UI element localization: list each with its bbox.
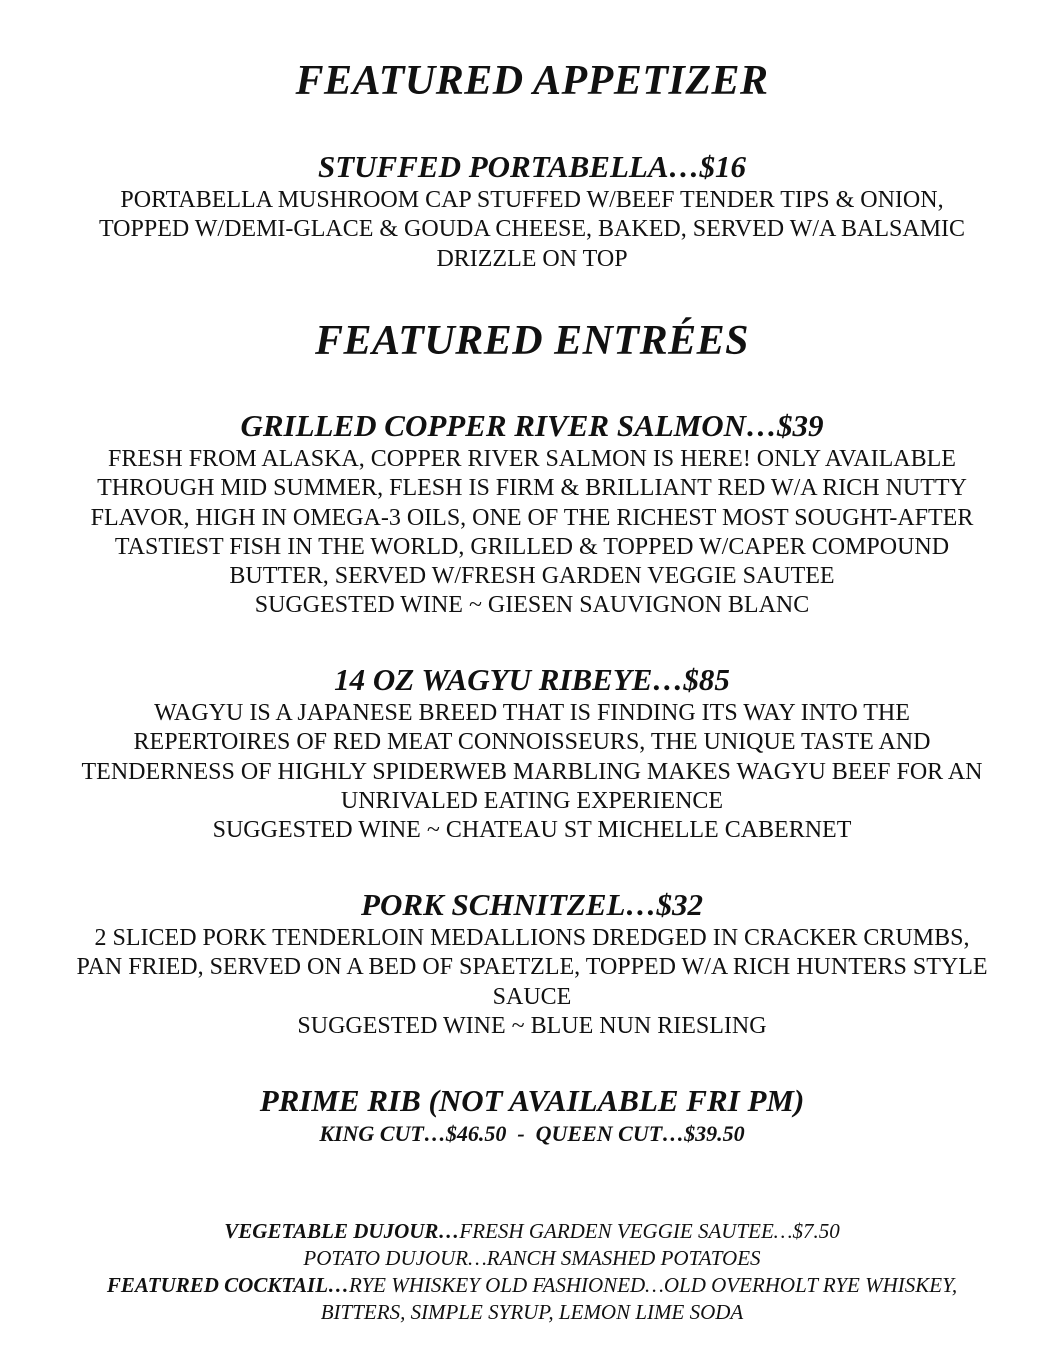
- footer-specials: [20, 1218, 1044, 1326]
- appetizer-title: STUFFED PORTABELLA…$16: [317, 149, 747, 184]
- wagyu-title: 14 OZ WAGYU RIBEYE…$85: [334, 662, 730, 697]
- appetizer-description: [20, 186, 1044, 274]
- vegetable-dujour-text: FRESH GARDEN VEGGIE SAUTEE…$7.50: [459, 1219, 840, 1243]
- schnitzel-line: SAUCE: [492, 983, 572, 1010]
- schnitzel-description: [20, 924, 1044, 1041]
- schnitzel-line: 2 SLICED PORK TENDERLOIN MEDALLIONS DREDGED IN CRACKER CRUMBS,: [94, 925, 970, 951]
- wagyu-line: TENDERNESS OF HIGHLY SPIDERWEB MARBLING MAKES WAGYU BEEF FOR AN: [81, 758, 983, 785]
- salmon-line: TASTIEST FISH IN THE WORLD, GRILLED & TOPPED W/CAPER COMPOUND: [114, 533, 950, 560]
- featured-appetizer-heading: FEATURED APPETIZER: [295, 58, 769, 104]
- salmon-line: FRESH FROM ALASKA, COPPER RIVER SALMON IS HERE! ONLY AVAILABLE: [108, 446, 956, 472]
- featured-cocktail-ingredients: BITTERS, SIMPLE SYRUP, LEMON LIME SODA: [320, 1300, 744, 1324]
- featured-cocktail-text: RYE WHISKEY OLD FASHIONED…OLD OVERHOLT RYE WHISKEY,: [349, 1273, 958, 1297]
- wagyu-wine: SUGGESTED WINE ~ CHATEAU ST MICHELLE CABERNET: [212, 817, 852, 844]
- prime-rib-title: PRIME RIB (NOT AVAILABLE FRI PM): [259, 1083, 805, 1118]
- featured-entrees-heading: FEATURED ENTRÉES: [315, 318, 749, 364]
- wagyu-description: [20, 699, 1044, 845]
- schnitzel-title: PORK SCHNITZEL…$32: [361, 887, 703, 922]
- wagyu-line: WAGYU IS A JAPANESE BREED THAT IS FINDING ITS WAY INTO THE: [154, 700, 910, 726]
- schnitzel-wine: SUGGESTED WINE ~ BLUE NUN RIESLING: [297, 1012, 767, 1039]
- featured-cocktail: [20, 1272, 1044, 1299]
- potato-dujour: POTATO DUJOUR…RANCH SMASHED POTATOES: [303, 1246, 761, 1270]
- salmon-description: [20, 445, 1044, 621]
- vegetable-dujour: [20, 1218, 1044, 1245]
- vegetable-dujour-label: VEGETABLE DUJOUR…: [224, 1219, 460, 1243]
- featured-cocktail-label: FEATURED COCKTAIL…: [106, 1273, 350, 1297]
- appetizer-line: PORTABELLA MUSHROOM CAP STUFFED W/BEEF TENDER TIPS & ONION,: [120, 187, 944, 213]
- salmon-line: THROUGH MID SUMMER, FLESH IS FIRM & BRILLIANT RED W/A RICH NUTTY: [97, 475, 967, 502]
- prime-rib-cuts: KING CUT…$46.50 - QUEEN CUT…$39.50: [319, 1121, 745, 1146]
- salmon-line: FLAVOR, HIGH IN OMEGA-3 OILS, ONE OF THE RICHEST MOST SOUGHT-AFTER: [90, 504, 974, 531]
- appetizer-line: DRIZZLE ON TOP: [436, 245, 628, 272]
- schnitzel-line: PAN FRIED, SERVED ON A BED OF SPAETZLE, TOPPED W/A RICH HUNTERS STYLE: [76, 954, 988, 981]
- salmon-title: GRILLED COPPER RIVER SALMON…$39: [240, 408, 824, 443]
- appetizer-line: TOPPED W/DEMI-GLACE & GOUDA CHEESE, BAKED, SERVED W/A BALSAMIC: [98, 216, 966, 243]
- wagyu-line: REPERTOIRES OF RED MEAT CONNOISSEURS, THE UNIQUE TASTE AND: [133, 729, 931, 756]
- salmon-line: BUTTER, SERVED W/FRESH GARDEN VEGGIE SAUTEE: [229, 563, 835, 590]
- salmon-wine: SUGGESTED WINE ~ GIESEN SAUVIGNON BLANC: [254, 592, 810, 619]
- wagyu-line: UNRIVALED EATING EXPERIENCE: [340, 787, 724, 814]
